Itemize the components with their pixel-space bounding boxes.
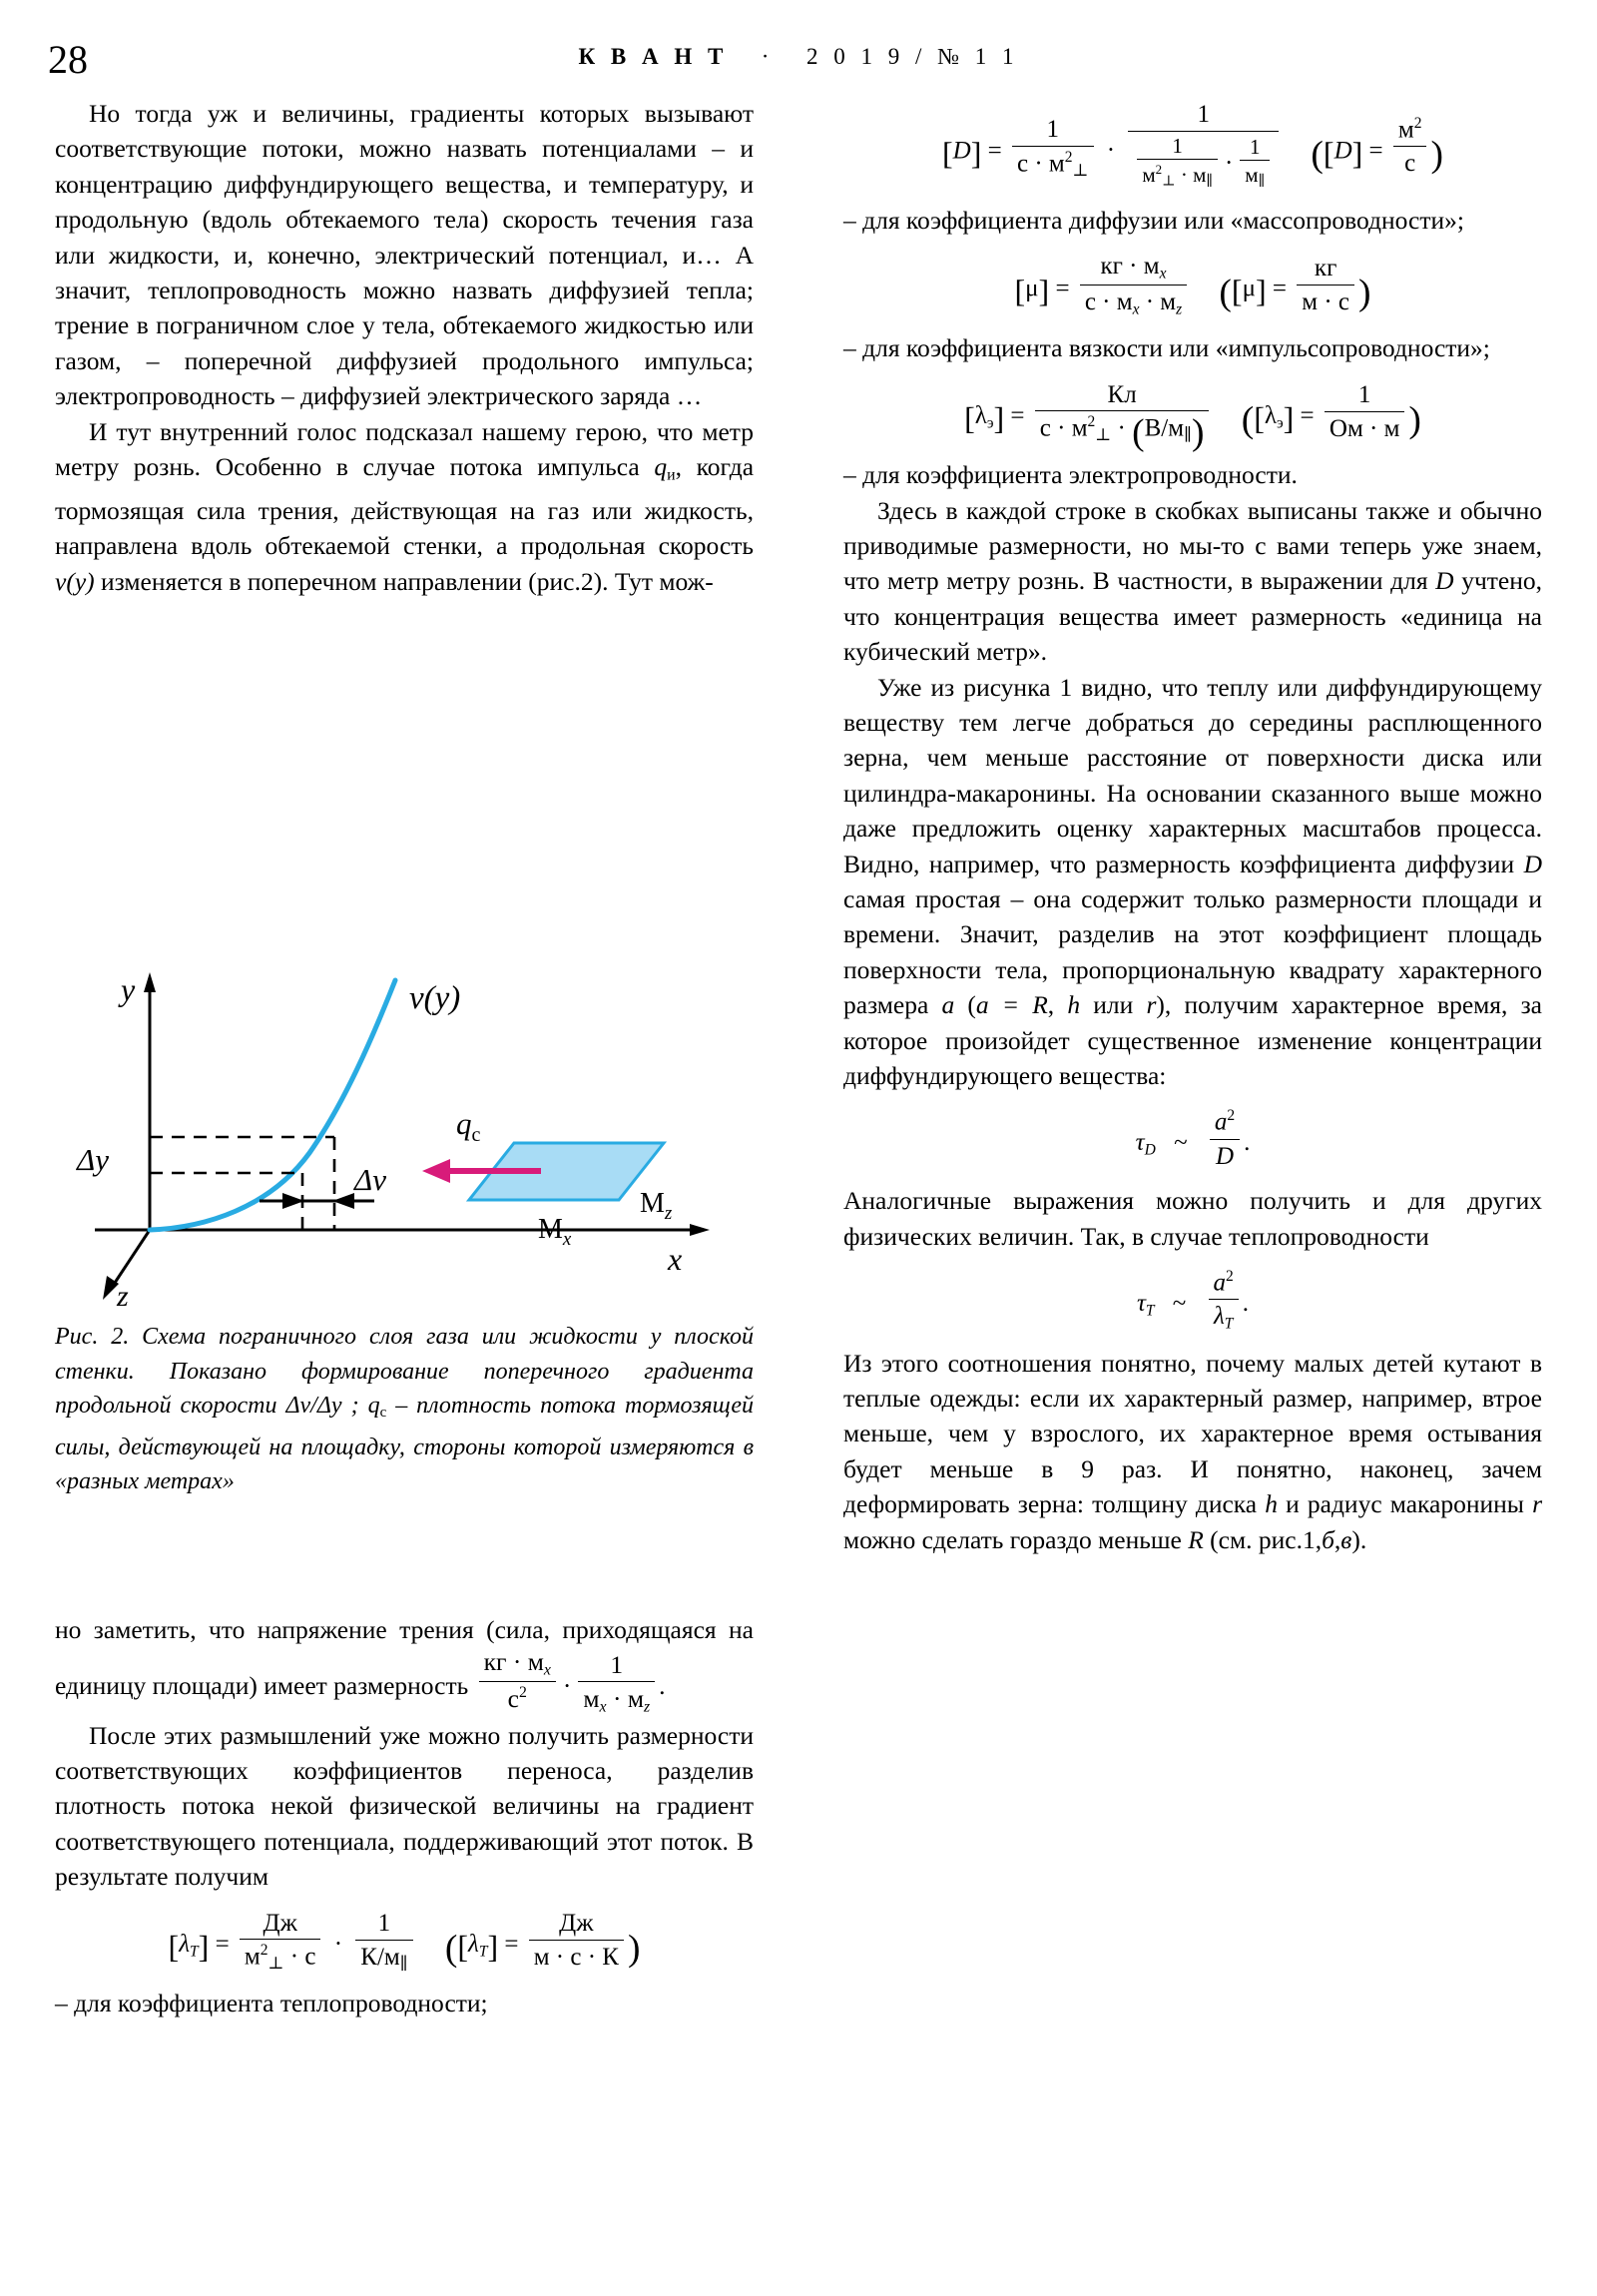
rp2-symbol-h: h (1067, 990, 1081, 1020)
mu-den-mz-sub: z (1176, 300, 1183, 318)
fraction-m2-over-s (1393, 115, 1427, 179)
le-bracket-close: ] (993, 399, 1005, 436)
le-den-s: с (1039, 414, 1051, 442)
inner-mult-dot: · (1224, 150, 1234, 178)
page-number: 28 (48, 37, 88, 82)
D-den2-nested (1128, 132, 1279, 191)
mu-num-text: кг · м (1100, 253, 1160, 281)
lambda-e-subscript: э (986, 414, 994, 432)
symbol-q: q (654, 452, 668, 482)
rp2-text-d: , (1047, 990, 1068, 1020)
rp2-text-b: самая простая – она содержит только размерности площади и времени. Значит, разделив на этот коэффициент площадь поверхности тела, пропорциональную квадрату характерного размера (843, 884, 1542, 1020)
rp2-text-c: ( (954, 990, 976, 1020)
denominator-text: с (507, 1684, 519, 1714)
caption-label: Рис. 2. (55, 1324, 130, 1350)
left-column-lower (55, 1612, 754, 2020)
paren-num: Дж (529, 1909, 624, 1941)
equation-mu: [μ] = $\frac{кг \cdot м_x}{с \cdot м_x \cdot м_z}$ ([μ] = $\frac{кг}{м \cdot с}$ ) (1014, 253, 1371, 318)
label-flux-q: $q_с$ (456, 1106, 481, 1146)
D-paren-num-m: м (1397, 116, 1414, 144)
issue-label: 2 0 1 9 / № 1 1 (805, 44, 1019, 69)
inner-b-m: м (1245, 163, 1259, 188)
rp2-eq-a-R: a = R (975, 990, 1048, 1020)
rp1-text-b: учтено, что концентрация вещества имеет размерность «единица на кубический метр». (843, 566, 1543, 667)
rp4-text-d: (см. рис.1, (1203, 1524, 1323, 1554)
inner-a-num: 1 (1137, 134, 1218, 161)
fraction-nested (1128, 100, 1279, 191)
right-paragraph-3: Аналогичные выражения можно получить и для других физических величин. Так, в случае теплопроводности (843, 1186, 1542, 1251)
tau-T-subscript: T (1145, 1302, 1155, 1320)
le-paren-num: 1 (1325, 380, 1405, 412)
fraction-J-over-m-s-K (529, 1909, 624, 1972)
le-den: $с \cdot м^2_\perp \cdot (В/м_\parallel)$ (1039, 412, 1205, 454)
tau-D-symbol: τ (1135, 1129, 1145, 1157)
fraction-a2-over-lambdaT (1209, 1268, 1239, 1334)
page-header (0, 28, 1597, 82)
mu-num (1080, 252, 1187, 286)
tau-T-relation: ~ (1172, 1290, 1187, 1318)
mu-symbol: μ (1025, 275, 1039, 302)
left-column (55, 96, 754, 599)
tau-T-den (1209, 1300, 1239, 1334)
inner-a-den: $м^2_\perp \cdot м_\parallel$ (1142, 162, 1213, 190)
fraction-one-over-mx-mz (578, 1650, 655, 1717)
bracket-open: [ (168, 1928, 180, 1965)
inner-a-perp: ⊥ (1162, 173, 1176, 190)
fraction-one-over-s-m2 (1012, 115, 1094, 180)
fraction-kg-over-m-s (1297, 254, 1354, 316)
le-den-m: м (1071, 414, 1088, 442)
mu-den-s: с (1084, 287, 1096, 315)
le-paren-close: ) (1408, 399, 1421, 441)
mu-note: – для коэффициента вязкости или «импульсопроводности»; (843, 333, 1490, 363)
fraction-Kl-over-s-m2-Vm (1035, 380, 1210, 454)
multiplication-dot-2: · (333, 1930, 343, 1958)
mu-den-mz: м (1160, 287, 1177, 315)
D-mult-dot: · (1106, 137, 1116, 165)
den1-m: м (244, 1943, 261, 1971)
den2-parallel: ∥ (399, 1953, 408, 1973)
D-paren-num (1393, 115, 1427, 147)
label-x-axis: x (668, 1241, 683, 1277)
inner-a-par-m: м (1193, 163, 1207, 188)
rp4-text-f: ). (1351, 1524, 1367, 1554)
paragraph-1: Но тогда уж и величины, градиенты которых вызывают соответствующие потоки, можно назвать потенциалами – и концентрацию диффундирующего вещества, и температуру, и продольную (вдоль обтекаемого тела) скорость течения газа или жидкости, и, конечно, электрический потенциал, и… А значит, теплопроводность можно назвать диффузией тепла; трение в пограничном слое у тела, обтекаемого жидкостью или газом, – поперечной диффузией продольного импульса; электропроводность – диффузией электрического заряда … (55, 99, 754, 411)
tau-D-num (1210, 1107, 1240, 1139)
lambda-T-subscript: T (190, 1943, 199, 1961)
caption-text-a: Схема пограничного слоя газа или жидкости у плоской стенки. Показано формирование поперечного градиента продольной скорости Δv/Δy ; (55, 1324, 755, 1419)
le-den-perp: ⊥ (1095, 425, 1112, 445)
tau-T-den-lambda: λ (1213, 1303, 1225, 1331)
rp1-symbol-D: D (1435, 566, 1454, 596)
paragraph-3 (55, 1612, 754, 1718)
figure-2 (55, 938, 754, 1308)
D-symbol-2: D (1333, 137, 1352, 165)
fraction-kg-mx-over-s-mx-mz (1080, 252, 1187, 318)
mu-paren-num: кг (1297, 254, 1354, 286)
inner-b-den (1240, 161, 1270, 190)
den1-s: с (304, 1943, 316, 1971)
p3-text: но заметить, что напряжение трения (сила, приходящаяся на единицу площади) имеет размерность (55, 1615, 754, 1701)
mu-bracket-open-2: [ (1231, 273, 1243, 309)
mu-bracket-close-2: ] (1255, 273, 1267, 309)
label-delta-v: Δv (354, 1162, 386, 1197)
D-den1-power: 2 (1064, 148, 1073, 166)
D-num1: 1 (1012, 115, 1094, 147)
fraction-one-over-K-per-m (355, 1909, 412, 1974)
caption-symbol-q-subscript: с (379, 1405, 387, 1422)
tau-D-period: . (1244, 1129, 1251, 1157)
fraction-numerator (479, 1647, 556, 1682)
right-paragraph-4 (843, 1346, 1542, 1557)
label-delta-y: Δy (77, 1142, 109, 1177)
journal-title: К В А Н Т (578, 44, 729, 69)
symbol-q-subscript: и (667, 466, 676, 484)
D-bracket-close: ] (970, 134, 982, 171)
lambdaT-num2: 1 (355, 1909, 412, 1941)
inner-fraction-b (1240, 135, 1270, 191)
mu-den-mx: м (1116, 287, 1133, 315)
le-num: Кл (1035, 380, 1210, 412)
caption-text-b: – плотность потока тормозящей силы, действующей на площадку, стороны которой измеряются в «разных метрах» (55, 1393, 755, 1495)
label-y-axis: y (121, 971, 136, 1007)
tau-T-num-pow: 2 (1226, 1267, 1234, 1285)
D-den1-s: с (1016, 150, 1029, 178)
lambda-T-subscript-2: T (478, 1943, 488, 1961)
mu-paren-close: ) (1358, 273, 1371, 313)
den2-K: К/м (360, 1943, 400, 1971)
rp2-text-a: Уже из рисунка 1 видно, что теплу или диффундирующему веществу тем легче добраться до середины расплющенного зерна, чем меньше расстояние от поверхности диска или цилиндра-макаронины. На основании сказанного выше можно даже предложить оценку характерных масштабов процесса. Видно, например, что размерность коэффициента диффузии (843, 672, 1542, 878)
D-den1: $с \cdot м^2_\perp$ (1016, 148, 1089, 180)
inner-a-m: м (1142, 163, 1156, 188)
p2-text-c: изменяется в поперечном направлении (рис.2). Тут мож- (94, 566, 714, 596)
rp4-symbol-h: h (1265, 1489, 1278, 1519)
denominator-power: 2 (518, 1684, 527, 1702)
D-bracket-open: [ (942, 134, 953, 171)
den2-m2-sub: z (643, 1698, 651, 1716)
inner-b-par: ∥ (1258, 173, 1266, 190)
right-paragraph-1 (843, 493, 1542, 670)
den1-perp: ⊥ (267, 1953, 284, 1973)
D-den1-perp: ⊥ (1072, 160, 1089, 180)
fraction-denominator (479, 1682, 556, 1714)
tau-T-num (1209, 1268, 1239, 1300)
tau-D-den: D (1215, 1142, 1234, 1170)
rp1-text-a: Здесь в каждой строке в скобках выписаны также и обычно приводимые размерности, но мы-то с вами теперь уже знаем, что метр метру рознь. В частности, в выражении для (843, 495, 1542, 596)
fraction-a2-over-D (1210, 1107, 1240, 1171)
paren-den: м · с · К (533, 1943, 619, 1971)
trailing-period: . (659, 1671, 666, 1701)
equation-tau-D (843, 1107, 1542, 1171)
rp4-ref-v: в (1340, 1524, 1352, 1554)
equation-D: [D] = $\frac{1}{с \cdot м^2_\perp}$ · 1 $\frac{1}{м^2_\perp \cdot м_\parallel}$ · $\frac{1}{м_\parallel}$ ([D] = $\frac{м^2}{с}$ ) (942, 101, 1443, 190)
D-note: – для коэффициента диффузии или «массопроводности»; (843, 205, 1464, 235)
lambdaT-den2 (355, 1941, 412, 1974)
fraction-one-over-Ohm-m (1325, 380, 1405, 443)
den1-power: 2 (260, 1942, 268, 1960)
mu-paren-den: м · с (1302, 287, 1349, 315)
bracket-close-2: ] (487, 1928, 499, 1965)
D-paren-num-pow: 2 (1413, 115, 1422, 133)
numerator-text: кг · м (483, 1647, 544, 1677)
tau-T-period: . (1242, 1290, 1250, 1318)
x-axis-arrowhead (690, 1224, 710, 1236)
D-den1-m: м (1048, 150, 1065, 178)
running-head (0, 44, 1597, 70)
den2-m1-sub: x (599, 1698, 607, 1716)
figure-2-svg (55, 938, 754, 1308)
equation-tau-T (843, 1268, 1542, 1334)
den2-m2: м (627, 1684, 644, 1714)
paragraph-2 (55, 414, 754, 599)
p2-text-b: , когда тормозящая сила трения, действующая на газ или жидкость, направлена вдоль обтекаемой стенки, а продольная скорость (55, 452, 755, 561)
rp4-text-c: можно сделать гораздо меньше (843, 1524, 1189, 1554)
lambda-T-symbol-2: λ (467, 1930, 479, 1958)
D-paren-open: ( (1311, 134, 1324, 176)
rp2-symbol-r: r (1146, 990, 1157, 1020)
D-bracket-open-2: [ (1323, 134, 1334, 171)
tau-D-num-a: a (1214, 1109, 1228, 1137)
bracket-close: ] (198, 1928, 210, 1965)
p2-text-a: И тут внутренний голос подсказал нашему герою, что метр метру рознь. Особенно в случае потока импульса (55, 416, 754, 482)
rp4-text-a: Из этого соотношения понятно, почему малых детей кутают в теплые одежды: если их характерный размер, например, втрое меньше, чем у взрослого, их характерное время остывания будет меньше в 9 раз. И понятно, наконец, зачем деформировать зерна: толщину диска (843, 1348, 1542, 1519)
z-axis-line (113, 1230, 150, 1286)
lambda-e-subscript-2: э (1276, 414, 1284, 432)
rp4-ref-b: б (1322, 1524, 1334, 1554)
inner-b-num: 1 (1240, 135, 1270, 162)
lambda-e-note: – для коэффициента электропроводности. (843, 460, 1298, 490)
mu-bracket-close: ] (1038, 273, 1050, 309)
numerator-subscript: x (543, 1661, 551, 1679)
D-symbol: D (952, 137, 971, 165)
rp2-text-f: ), получим характерное время, за которое произойдет существенное изменение концентрации диффундирующего вещества: (843, 990, 1542, 1091)
right-column (843, 96, 1542, 1557)
D-num2: 1 (1128, 100, 1279, 132)
mu-bracket-open: [ (1014, 273, 1026, 309)
equation-lambda-T: $[\lambda_T]$ = $\frac{Дж}{м^2_\perp \cdot с}$ · $\frac{1}{К/м_\parallel}$ ($[\lambda_T]$ = $\frac{Дж}{м \cdot с \cdot К}$ ) (168, 1909, 641, 1973)
y-axis-arrowhead (144, 972, 156, 992)
mu-den: $с \cdot м_x \cdot м_z$ (1084, 287, 1183, 318)
tau-T-symbol: τ (1136, 1290, 1146, 1318)
mu-den-mx-sub: x (1132, 300, 1140, 318)
le-den-pow: 2 (1087, 413, 1096, 431)
mu-symbol-2: μ (1242, 275, 1256, 302)
le-inner-paren-close: ) (1191, 412, 1205, 454)
le-bracket-close-2: ] (1283, 399, 1295, 436)
lambda-e-symbol: λ (974, 401, 987, 429)
lambda-T-note: – для коэффициента теплопроводности; (55, 1989, 488, 2017)
fraction2-denominator: $м_x \cdot м_z$ (583, 1684, 651, 1716)
lambda-e-symbol-2: λ (1264, 401, 1277, 429)
lambda-T-symbol: λ (179, 1930, 191, 1958)
tau-T-den-sub: T (1224, 1315, 1234, 1333)
inner-a-pow: 2 (1155, 162, 1163, 178)
D-paren-den: с (1404, 150, 1416, 178)
inner-fraction-a (1137, 134, 1218, 191)
tau-D-num-pow: 2 (1227, 1107, 1236, 1125)
rp2-symbol-D: D (1523, 849, 1542, 878)
figure-2-caption (55, 1320, 754, 1499)
paragraph-4: После этих размышлений уже можно получить размерности соответствующих коэффициентов переноса, разделив плотность потока некой физической величины на градиент соответствующего потенциала, поддерживающий этот поток. В результате получим (55, 1720, 754, 1892)
den2-m1: м (583, 1684, 600, 1714)
D-paren-close: ) (1430, 134, 1443, 176)
tau-T-num-a: a (1213, 1269, 1227, 1297)
D-bracket-close-2: ] (1351, 134, 1363, 171)
tau-D-relation: ~ (1174, 1129, 1188, 1157)
fraction2-numerator: 1 (578, 1650, 655, 1682)
multiplication-dot: · (562, 1671, 572, 1701)
label-m-z: $M_z$ (640, 1188, 673, 1224)
rp4-text-e: , (1333, 1524, 1341, 1554)
rp2-text-e: или (1080, 990, 1147, 1020)
rp2-symbol-a: a (941, 990, 955, 1020)
le-paren-den: Ом · м (1329, 414, 1400, 442)
force-arrow-head (422, 1159, 450, 1183)
bracket-open-2: [ (457, 1928, 468, 1965)
lambdaT-num1: Дж (240, 1909, 321, 1941)
lambdaT-den1: $м^2_\perp \cdot с$ (244, 1942, 316, 1973)
rp4-text-b: и радиус макаронины (1277, 1489, 1533, 1519)
right-paragraph-2 (843, 670, 1542, 1094)
le-den-volt: В/м (1144, 414, 1185, 442)
rp4-symbol-R: R (1188, 1524, 1204, 1554)
symbol-v-argument: (y) (66, 566, 95, 596)
le-inner-paren-open: ( (1132, 412, 1145, 454)
le-bracket-open-2: [ (1254, 399, 1265, 436)
equation-lambda-e: $[\lambda_э]$ = $\frac{Кл}{с \cdot м^2_\perp \cdot (В/м_\parallel)}$ ($[\lambda_э]$ = $\frac{1}{Ом \cdot м}$ ) (964, 380, 1421, 454)
le-bracket-open: [ (964, 399, 975, 436)
mu-paren-open: ( (1219, 273, 1232, 313)
caption-symbol-q: q (367, 1393, 380, 1419)
rp4-symbol-r: r (1532, 1489, 1542, 1519)
tau-D-subscript: D (1144, 1141, 1156, 1159)
mu-num-sub: x (1159, 265, 1167, 283)
header-separator: · (761, 44, 774, 69)
inner-a-par: ∥ (1206, 173, 1213, 190)
paren-open: ( (444, 1927, 458, 1969)
fraction-J-over-m2s (240, 1909, 321, 1974)
paren-close: ) (627, 1927, 641, 1969)
le-paren-open: ( (1241, 399, 1255, 441)
label-m-x: $M_x$ (538, 1214, 572, 1250)
le-den-par: ∥ (1184, 425, 1192, 445)
label-z-axis: z (117, 1280, 129, 1308)
fraction-kg-mx-over-s2 (479, 1647, 556, 1714)
symbol-v: v (55, 566, 67, 596)
label-curve: v(y) (409, 980, 461, 1016)
